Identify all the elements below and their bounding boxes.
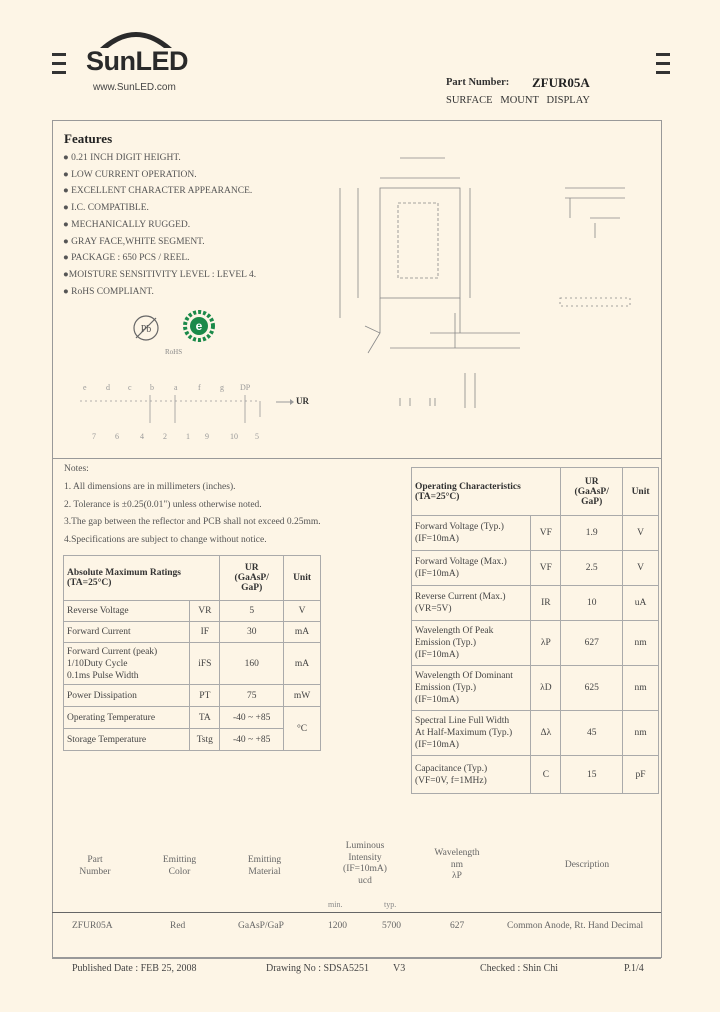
- abs-max-unit: mW: [284, 685, 321, 707]
- op-char-unit: nm: [623, 621, 659, 666]
- table-row: [64, 622, 321, 643]
- op-char-header-title: Operating Characteristics (TA=25°C): [412, 468, 531, 516]
- abs-max-header-title: Absolute Maximum Ratings (TA=25°C): [64, 556, 190, 601]
- op-char-value: 15: [561, 756, 623, 794]
- feature-item: ● MECHANICALLY RUGGED.: [63, 219, 191, 230]
- op-char-unit: pF: [623, 756, 659, 794]
- footer-published-date: Published Date : FEB 25, 2008: [72, 963, 197, 974]
- website-link[interactable]: www.SunLED.com: [93, 82, 176, 93]
- features-title: Features: [64, 131, 113, 146]
- product-color: Red: [170, 921, 186, 931]
- op-char-header-symbol: [531, 468, 561, 516]
- divider-top-section: [52, 458, 661, 459]
- op-char-symbol: Δλ: [531, 711, 561, 756]
- product-table-row: [52, 921, 660, 937]
- absolute-max-ratings-table: [63, 555, 321, 751]
- op-char-param: Forward Voltage (Typ.) (IF=10mA): [412, 516, 531, 551]
- pin-label-top: f: [198, 383, 201, 392]
- product-header-wavelength: Wavelength nm λP: [434, 848, 480, 881]
- product-table-divider: [52, 912, 661, 913]
- product-wavelength: 627: [450, 921, 465, 931]
- abs-max-value: -40 ~ +85: [220, 729, 284, 751]
- op-char-unit: nm: [623, 666, 659, 711]
- divider-footer: [52, 958, 661, 959]
- op-char-symbol: C: [531, 756, 561, 794]
- abs-max-value: -40 ~ +85: [220, 707, 284, 729]
- feature-item: ● 0.21 INCH DIGIT HEIGHT.: [63, 153, 181, 163]
- product-intensity-typ: 5700: [382, 921, 401, 931]
- product-header-emitting-color: Emitting Color: [162, 855, 197, 877]
- table-row: [412, 756, 659, 794]
- abs-max-temp-unit: °C: [284, 707, 321, 751]
- op-char-value: 1.9: [561, 516, 623, 551]
- op-char-symbol: λP: [531, 621, 561, 666]
- part-number-value: ZFUR05A: [532, 75, 590, 90]
- op-char-unit: nm: [623, 711, 659, 756]
- product-subheader-typ: typ.: [384, 900, 397, 909]
- op-char-value: 625: [561, 666, 623, 711]
- product-subheader-min: min.: [328, 900, 343, 909]
- pin-label-bottom: 4: [140, 432, 144, 441]
- table-row: [64, 729, 321, 751]
- abs-max-header-symbol: [190, 556, 220, 601]
- abs-max-value: 160: [220, 643, 284, 685]
- op-char-value: 2.5: [561, 551, 623, 586]
- feature-item: ● GRAY FACE,WHITE SEGMENT.: [63, 236, 205, 247]
- left-marker-3: [52, 71, 66, 74]
- feature-item: ● EXCELLENT CHARACTER APPEARANCE.: [63, 186, 253, 197]
- operating-characteristics-table: [411, 467, 659, 794]
- product-part-number: ZFUR05A: [72, 921, 113, 931]
- footer-drawing-number: Drawing No : SDSA5251: [266, 963, 370, 974]
- note-item: 3.The gap between the reflector and PCB shall not exceed 0.25mm.: [64, 517, 321, 528]
- op-char-value: 45: [561, 711, 623, 756]
- op-char-unit: uA: [623, 586, 659, 621]
- rohs-caption: RoHS: [165, 348, 183, 356]
- pin-label-bottom: 5: [255, 432, 259, 441]
- notes-title: Notes:: [64, 464, 89, 474]
- footer: [52, 963, 660, 977]
- op-char-symbol: IR: [531, 586, 561, 621]
- feature-item: ● PACKAGE : 650 PCS / REEL.: [63, 253, 190, 264]
- feature-item: ● I.C. COMPATIBLE.: [63, 203, 149, 214]
- product-material: GaAsP/GaP: [238, 921, 284, 931]
- abs-max-symbol: VR: [190, 601, 220, 622]
- abs-max-unit: V: [284, 601, 321, 622]
- product-intensity-min: 1200: [328, 921, 347, 931]
- op-char-header-unit: Unit: [623, 468, 659, 516]
- feature-item: ● LOW CURRENT OPERATION.: [63, 169, 197, 180]
- right-marker-1: [656, 53, 670, 56]
- package-dimension-drawing: [320, 148, 650, 408]
- op-char-symbol: VF: [531, 551, 561, 586]
- table-row: [412, 711, 659, 756]
- product-header-emitting-material: Emitting Material: [247, 855, 282, 877]
- pinout-lines: [80, 395, 270, 425]
- product-table-header: [52, 840, 660, 909]
- table-row: [412, 586, 659, 621]
- abs-max-param: Operating Temperature: [64, 707, 190, 729]
- rohs-e-icon: [180, 308, 218, 344]
- pin-label-top: g: [220, 383, 224, 392]
- op-char-value: 10: [561, 586, 623, 621]
- abs-max-param: Power Dissipation: [64, 685, 190, 707]
- pin-label-bottom: 6: [115, 432, 119, 441]
- abs-max-unit: mA: [284, 622, 321, 643]
- pin-label-top: d: [106, 383, 110, 392]
- op-char-param: Wavelength Of Peak Emission (Typ.) (IF=10mA): [412, 621, 531, 666]
- abs-max-header-unit: Unit: [284, 556, 321, 601]
- op-char-param: Reverse Current (Max.) (VR=5V): [412, 586, 531, 621]
- pin-label-top: a: [174, 383, 178, 392]
- product-header-part-number: Part Number: [79, 855, 111, 877]
- footer-version: V3: [393, 963, 406, 974]
- pin-label-bottom: 2: [163, 432, 167, 441]
- feature-item: ●MOISTURE SENSITIVITY LEVEL : LEVEL 4.: [63, 269, 257, 280]
- pb-free-label: Pb: [140, 324, 152, 335]
- feature-item: ● RoHS COMPLIANT.: [63, 286, 154, 297]
- op-char-unit: V: [623, 551, 659, 586]
- abs-max-symbol: PT: [190, 685, 220, 707]
- note-item: 4.Specifications are subject to change without notice.: [64, 535, 267, 546]
- op-char-value: 627: [561, 621, 623, 666]
- footer-page-number: P.1/4: [624, 963, 644, 974]
- pin-label-top: e: [83, 383, 87, 392]
- table-row: [412, 551, 659, 586]
- pinout-diagram: [80, 383, 280, 443]
- abs-max-symbol: iFS: [190, 643, 220, 685]
- op-char-header-ur: UR (GaAsP/ GaP): [561, 468, 623, 516]
- pin-label-top: DP: [240, 383, 251, 392]
- abs-max-symbol: Tstg: [190, 729, 220, 751]
- op-char-symbol: VF: [531, 516, 561, 551]
- pin-label-top: b: [150, 383, 154, 392]
- note-item: 2. Tolerance is ±0.25(0.01") unless otherwise noted.: [64, 499, 262, 510]
- product-header-description: Description: [564, 860, 610, 870]
- table-row: [412, 621, 659, 666]
- product-description: Common Anode, Rt. Hand Decimal: [507, 921, 644, 931]
- table-row: [64, 685, 321, 707]
- op-char-param: Spectral Line Full Width At Half-Maximum (Typ.) (IF=10mA): [412, 711, 531, 756]
- op-char-param: Capacitance (Typ.) (VF=0V, f=1MHz): [412, 756, 531, 794]
- part-number-label: Part Number:: [446, 77, 510, 88]
- rohs-e-label: e: [195, 319, 203, 333]
- abs-max-symbol: TA: [190, 707, 220, 729]
- table-row: [412, 516, 659, 551]
- op-char-symbol: λD: [531, 666, 561, 711]
- abs-max-param: Reverse Voltage: [64, 601, 190, 622]
- arrow-icon: [276, 397, 294, 407]
- pin-label-bottom: 1: [186, 432, 190, 441]
- op-char-param: Forward Voltage (Max.) (IF=10mA): [412, 551, 531, 586]
- abs-max-param: Forward Current (peak) 1/10Duty Cycle 0.1ms Pulse Width: [64, 643, 190, 685]
- abs-max-param: Forward Current: [64, 622, 190, 643]
- right-marker-2: [656, 62, 670, 65]
- left-marker-2: [52, 62, 66, 65]
- footer-checked-by: Checked : Shin Chi: [480, 963, 559, 974]
- op-char-param: Wavelength Of Dominant Emission (Typ.) (IF=10mA): [412, 666, 531, 711]
- abs-max-value: 75: [220, 685, 284, 707]
- pin-label-bottom: 9: [205, 432, 209, 441]
- table-row: [64, 643, 321, 685]
- notes-section: [64, 461, 321, 550]
- left-marker-1: [52, 53, 66, 56]
- pb-free-icon: [130, 312, 162, 344]
- pin-label-top: c: [128, 383, 132, 392]
- abs-max-header-ur: UR (GaAsP/ GaP): [220, 556, 284, 601]
- table-row: [412, 666, 659, 711]
- abs-max-param: Storage Temperature: [64, 729, 190, 751]
- abs-max-value: 5: [220, 601, 284, 622]
- features-list: [63, 150, 256, 300]
- brand-logo: SunLED: [86, 46, 188, 76]
- note-item: 1. All dimensions are in millimeters (inches).: [64, 481, 236, 492]
- pin-label-bottom: 7: [92, 432, 96, 441]
- abs-max-symbol: IF: [190, 622, 220, 643]
- op-char-unit: V: [623, 516, 659, 551]
- abs-max-unit: mA: [284, 643, 321, 685]
- right-marker-3: [656, 71, 670, 74]
- product-type: SURFACE MOUNT DISPLAY: [446, 95, 590, 106]
- table-row: [64, 601, 321, 622]
- table-row: [64, 707, 321, 729]
- product-header-luminous-intensity: Luminous Intensity (IF=10mA) ucd: [343, 841, 387, 886]
- abs-max-value: 30: [220, 622, 284, 643]
- pinout-part-label: UR: [296, 396, 309, 406]
- pin-label-bottom: 10: [230, 432, 238, 441]
